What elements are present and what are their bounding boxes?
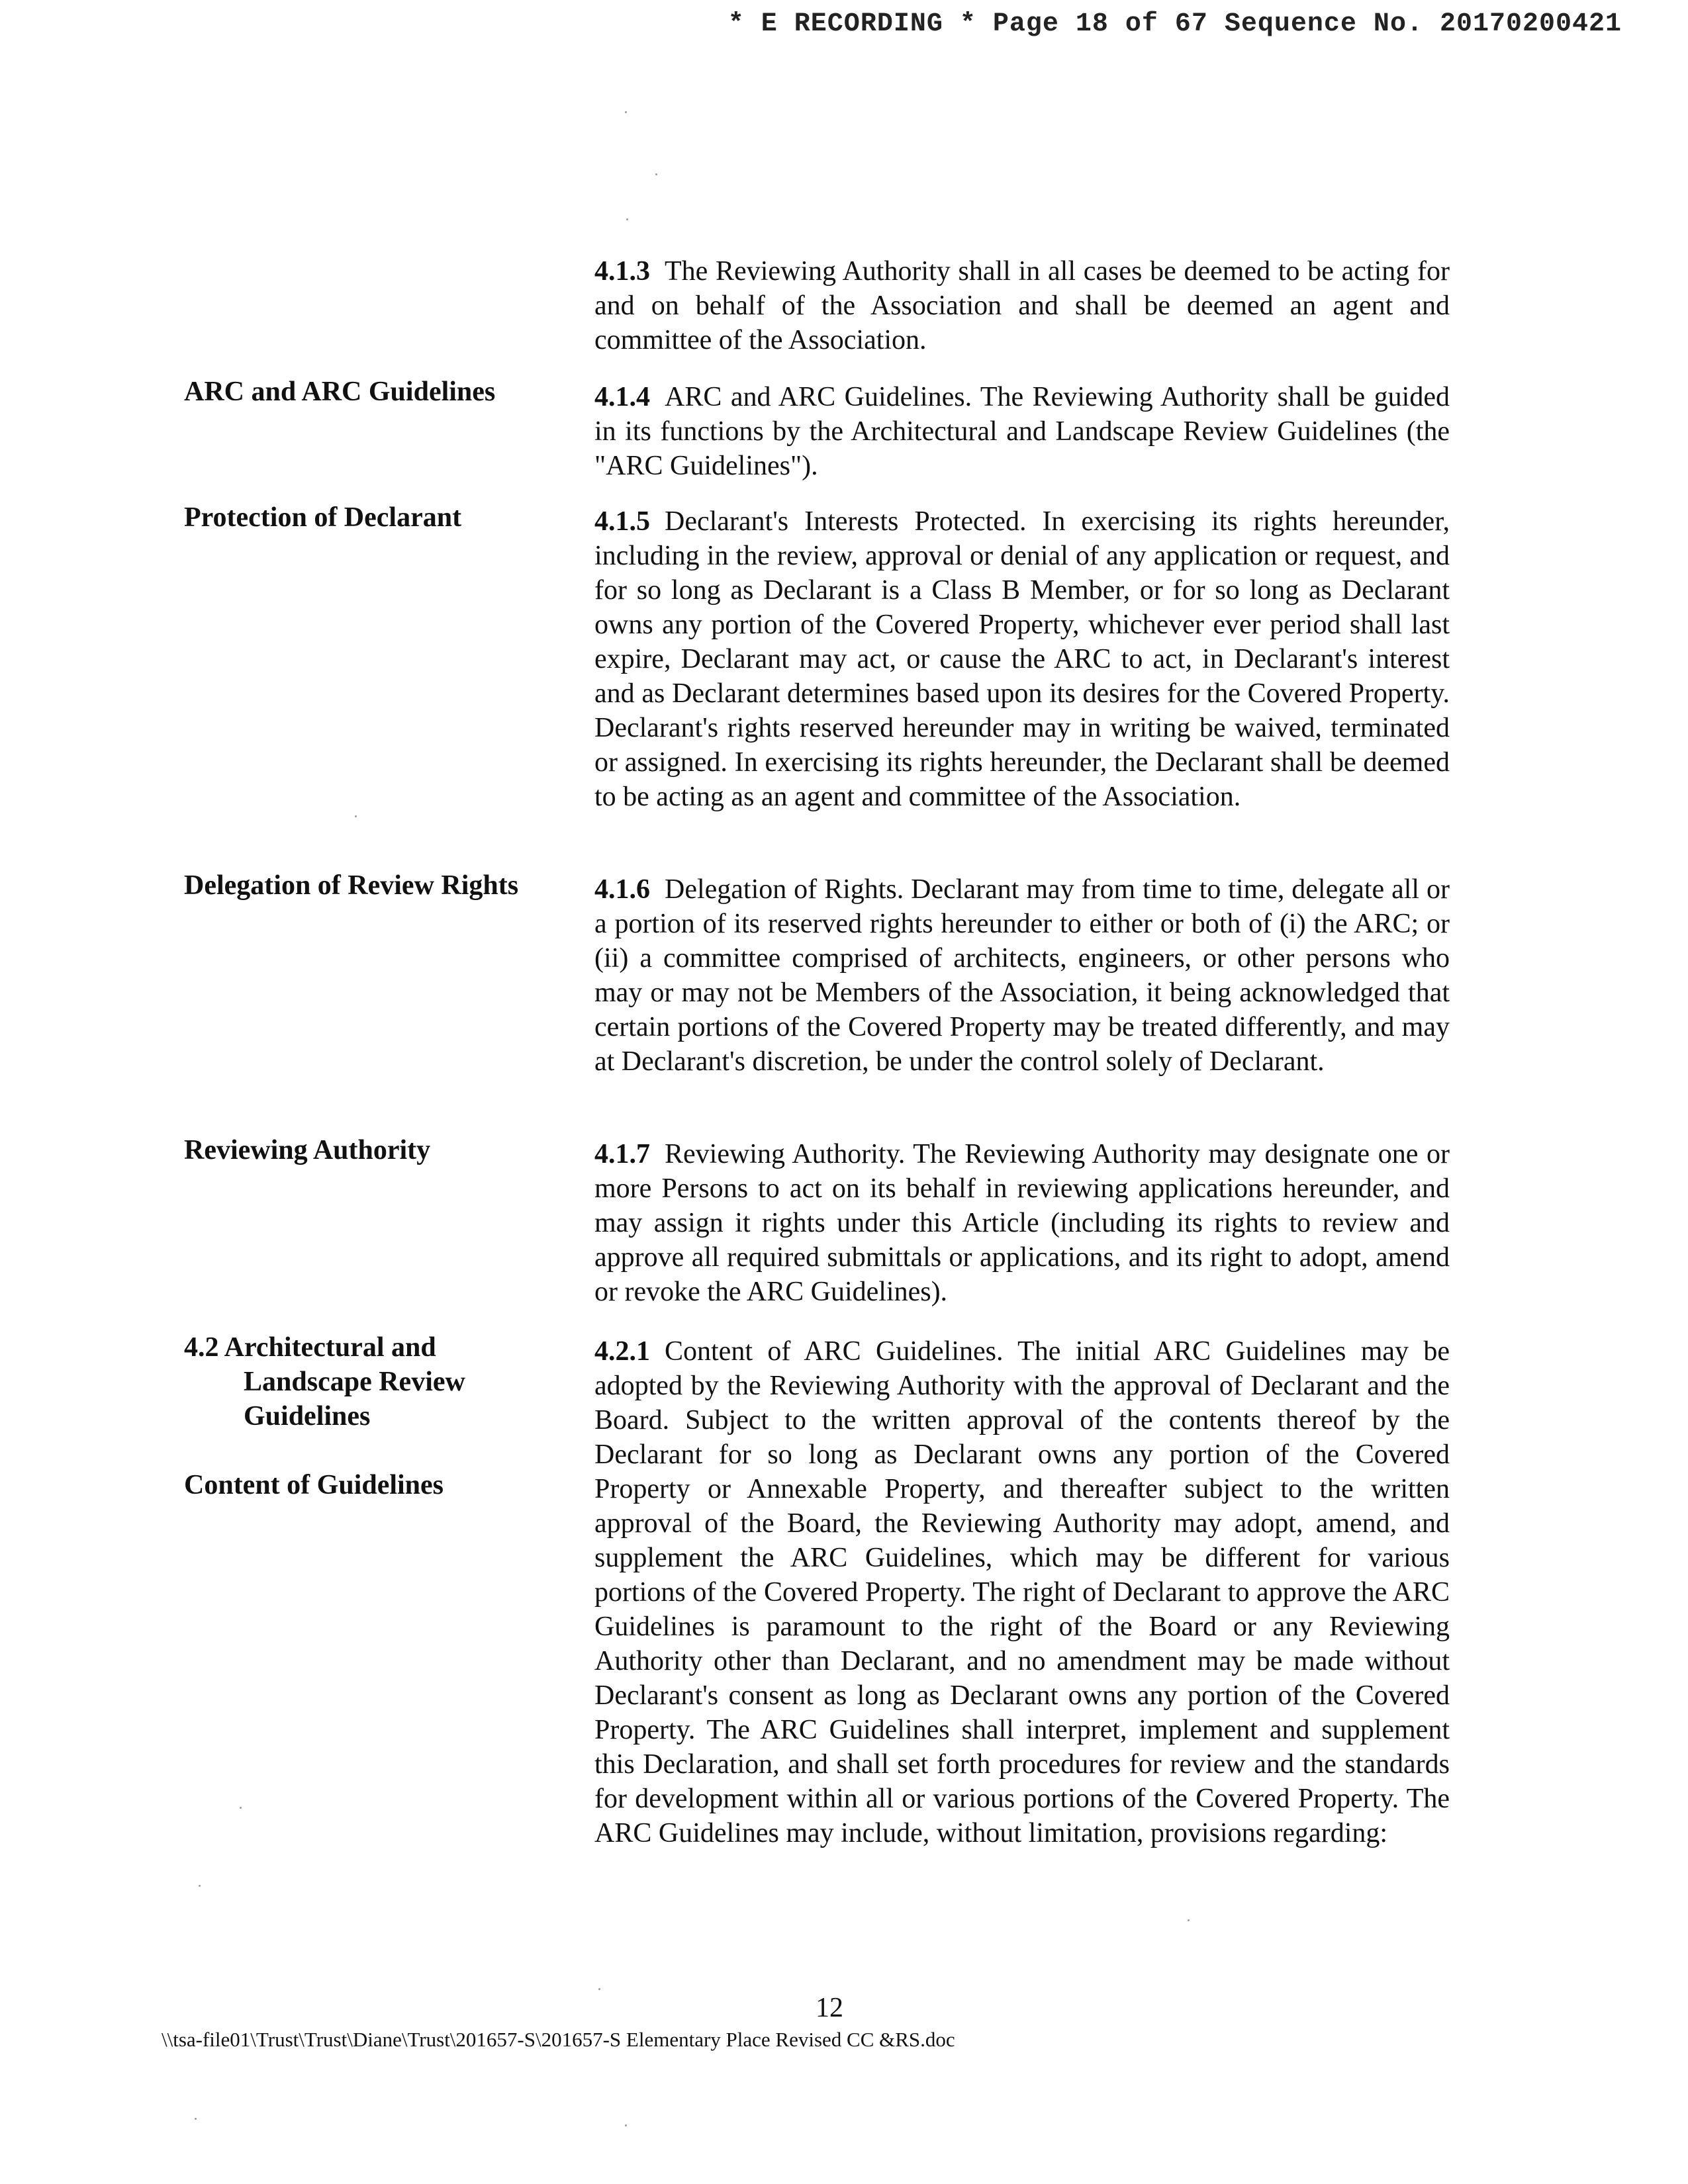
paragraph-4-1-5 <box>594 504 1450 814</box>
heading-arc-guidelines: ARC and ARC Guidelines <box>184 377 496 407</box>
paragraph-text: Reviewing Authority. The Reviewing Authority may designate one or more Persons to act on its behalf in reviewing applications hereunder, and may assign it rights under this Article (including its rights to review and approve all required submittals or applications, and its right to adopt, amend or revoke the ARC Guidelines). <box>594 1139 1450 1307</box>
paragraph-text: The Reviewing Authority shall in all cases be deemed to be acting for and on behalf of the Association and shall be deemed an agent and committee of the Association. <box>594 256 1450 355</box>
section-number: 4.2.1 <box>594 1336 650 1367</box>
heading-protection-of-declarant: Protection of Declarant <box>184 502 462 533</box>
scan-speck <box>626 218 628 220</box>
scan-speck <box>195 2118 197 2120</box>
paragraph-4-1-4 <box>594 380 1450 483</box>
heading-arch-line-1: 4.2 Architectural and <box>184 1332 436 1363</box>
page-number: 12 <box>816 1993 843 2023</box>
paragraph-text: Declarant's Interests Protected. In exercising its rights hereunder, including in the review, approval or denial of any application or request, and for so long as Declarant is a Class B Member, or for so long as Declarant owns any portion of the Covered Property, whichever ever period shall last expire, Declarant may act, or cause the ARC to act, in Declarant's interest and as Declarant determines based upon its desires for the Covered Property. Declarant's rights reserved hereunder may in writing be waived, terminated or assigned. In exercising its rights hereunder, the Declarant shall be deemed to be acting as an agent and committee of the Association. <box>594 506 1450 812</box>
scan-speck <box>598 1988 600 1990</box>
scan-speck <box>199 1885 201 1887</box>
scan-speck <box>625 111 627 113</box>
scan-speck <box>1188 1919 1190 1921</box>
heading-architectural-landscape-review <box>184 1330 581 1433</box>
file-path-footer: \\tsa-file01\Trust\Trust\Diane\Trust\201657-S\201657-S Elementary Place Revised CC &RS.doc <box>162 2028 955 2051</box>
section-number: 4.1.6 <box>594 874 650 905</box>
scan-speck <box>625 2124 627 2126</box>
heading-arch-line-3: Guidelines <box>244 1401 371 1432</box>
section-number: 4.1.5 <box>594 506 650 537</box>
paragraph-4-1-3 <box>594 254 1450 357</box>
paragraph-4-1-7 <box>594 1137 1450 1309</box>
section-number: 4.1.4 <box>594 382 650 412</box>
scan-speck <box>355 815 357 817</box>
heading-reviewing-authority: Reviewing Authority <box>184 1135 431 1165</box>
heading-arch-line-2: Landscape Review <box>244 1367 465 1397</box>
section-number: 4.1.3 <box>594 256 650 287</box>
paragraph-text: Content of ARC Guidelines. The initial ARC Guidelines may be adopted by the Reviewing Authority with the approval of Declarant and the Board. Subject to the written approval of the contents thereof by the Declarant for so long as Declarant owns any portion of the Covered Property or Annexable Property, and thereafter subject to the written approval of the Board, the Reviewing Authority may adopt, amend, and supplement the ARC Guidelines, which may be different for various portions of the Covered Property. The right of Declarant to approve the ARC Guidelines is paramount to the right of the Board or any Reviewing Authority other than Declarant, and no amendment may be made without Declarant's consent as long as Declarant owns any portion of the Covered Property. The ARC Guidelines shall interpret, implement and supplement this Declaration, and shall set forth procedures for review and the standards for development within all or various portions of the Covered Property. The ARC Guidelines may include, without limitation, provisions regarding: <box>594 1336 1450 1848</box>
scan-speck <box>240 1807 242 1809</box>
section-number: 4.1.7 <box>594 1139 650 1169</box>
heading-delegation-of-review-rights: Delegation of Review Rights <box>184 870 519 901</box>
paragraph-4-1-6 <box>594 872 1450 1079</box>
recording-header: * E RECORDING * Page 18 of 67 Sequence No. 20170200421 <box>727 9 1622 39</box>
heading-content-of-guidelines: Content of Guidelines <box>184 1470 444 1500</box>
scan-speck <box>655 173 657 175</box>
paragraph-text: Delegation of Rights. Declarant may from time to time, delegate all or a portion of its reserved rights hereunder to either or both of (i) the ARC; or (ii) a committee comprised of architects, engineers, or other persons who may or may not be Members of the Association, it being acknowledged that certain portions of the Covered Property may be treated differently, and may at Declarant's discretion, be under the control solely of Declarant. <box>594 874 1450 1077</box>
paragraph-4-2-1 <box>594 1334 1450 1850</box>
paragraph-text: ARC and ARC Guidelines. The Reviewing Authority shall be guided in its functions by the Architectural and Landscape Review Guidelines (the "ARC Guidelines"). <box>594 382 1450 481</box>
